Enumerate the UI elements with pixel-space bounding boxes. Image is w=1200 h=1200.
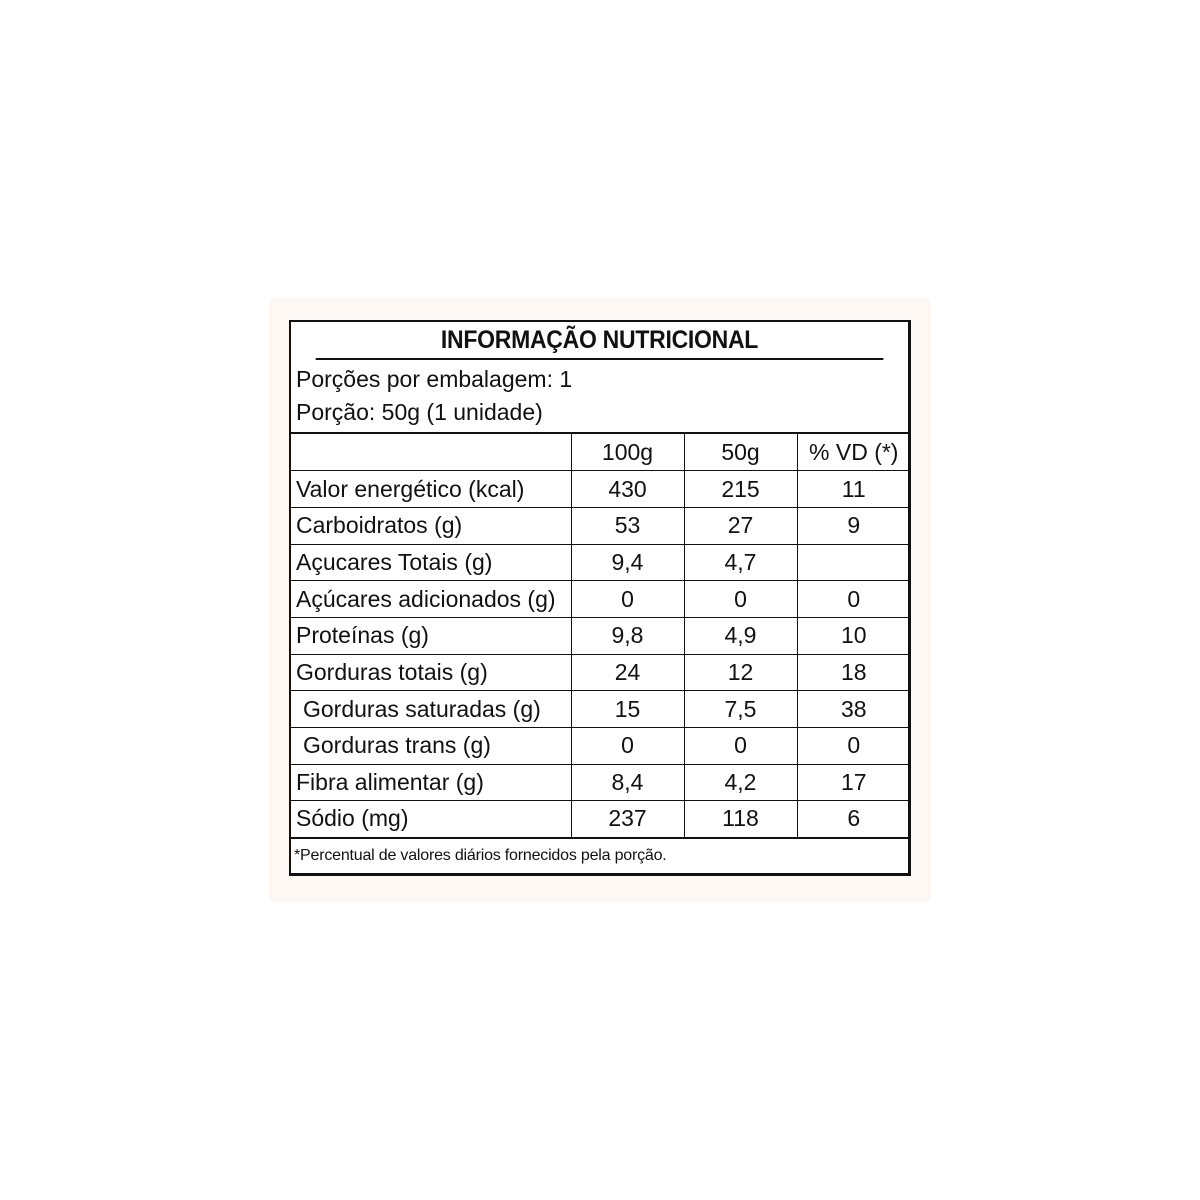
value-vd: 0 — [797, 728, 910, 765]
nutrient-name: Gorduras trans (g) — [291, 728, 571, 765]
label-title: INFORMAÇÃO NUTRICIONAL — [316, 322, 884, 360]
table-row — [291, 581, 910, 618]
value-50g: 4,9 — [684, 617, 797, 654]
column-header-50g: 50g — [684, 434, 797, 471]
value-50g: 7,5 — [684, 691, 797, 728]
value-vd: 18 — [797, 654, 910, 691]
value-vd: 38 — [797, 691, 910, 728]
footnote: *Percentual de valores diários fornecidos pela porção. — [294, 846, 667, 864]
nutrition-table — [291, 434, 910, 839]
value-vd: 10 — [797, 617, 910, 654]
column-header-100g: 100g — [571, 434, 684, 471]
value-100g: 15 — [571, 691, 684, 728]
nutrient-name: Gorduras totais (g) — [291, 654, 571, 691]
serving-info — [291, 360, 908, 434]
value-50g: 4,2 — [684, 764, 797, 801]
value-vd: 9 — [797, 507, 910, 544]
value-50g: 0 — [684, 728, 797, 765]
table-row — [291, 654, 910, 691]
serving-size: Porção: 50g (1 unidade) — [296, 398, 543, 425]
table-row — [291, 507, 910, 544]
value-100g: 8,4 — [571, 764, 684, 801]
table-row — [291, 617, 910, 654]
column-header-nutrient — [291, 434, 571, 471]
column-header-vd: % VD (*) — [797, 434, 910, 471]
servings-per-package: Porções por embalagem: 1 — [296, 366, 573, 393]
nutrient-name: Açúcares adicionados (g) — [291, 581, 571, 618]
value-50g: 215 — [684, 471, 797, 508]
value-100g: 430 — [571, 471, 684, 508]
value-vd: 11 — [797, 471, 910, 508]
value-100g: 53 — [571, 507, 684, 544]
table-row — [291, 801, 910, 838]
table-row — [291, 471, 910, 508]
value-100g: 24 — [571, 654, 684, 691]
nutrient-name: Sódio (mg) — [291, 801, 571, 838]
nutrition-facts-label — [289, 320, 911, 876]
value-100g: 237 — [571, 801, 684, 838]
table-row — [291, 544, 910, 581]
table-row — [291, 764, 910, 801]
value-100g: 0 — [571, 581, 684, 618]
value-100g: 9,8 — [571, 617, 684, 654]
nutrient-name: Fibra alimentar (g) — [291, 764, 571, 801]
nutrient-name: Carboidratos (g) — [291, 507, 571, 544]
table-row — [291, 691, 910, 728]
value-50g: 0 — [684, 581, 797, 618]
nutrient-name: Proteínas (g) — [291, 617, 571, 654]
value-vd: 6 — [797, 801, 910, 838]
nutrient-name: Açucares Totais (g) — [291, 544, 571, 581]
value-100g: 9,4 — [571, 544, 684, 581]
value-50g: 12 — [684, 654, 797, 691]
value-100g: 0 — [571, 728, 684, 765]
table-header-row — [291, 434, 910, 471]
table-row — [291, 728, 910, 765]
nutrient-name: Valor energético (kcal) — [291, 471, 571, 508]
value-50g: 27 — [684, 507, 797, 544]
value-vd: 17 — [797, 764, 910, 801]
nutrient-name: Gorduras saturadas (g) — [291, 691, 571, 728]
value-vd: 0 — [797, 581, 910, 618]
value-50g: 4,7 — [684, 544, 797, 581]
value-vd — [797, 544, 910, 581]
value-50g: 118 — [684, 801, 797, 838]
